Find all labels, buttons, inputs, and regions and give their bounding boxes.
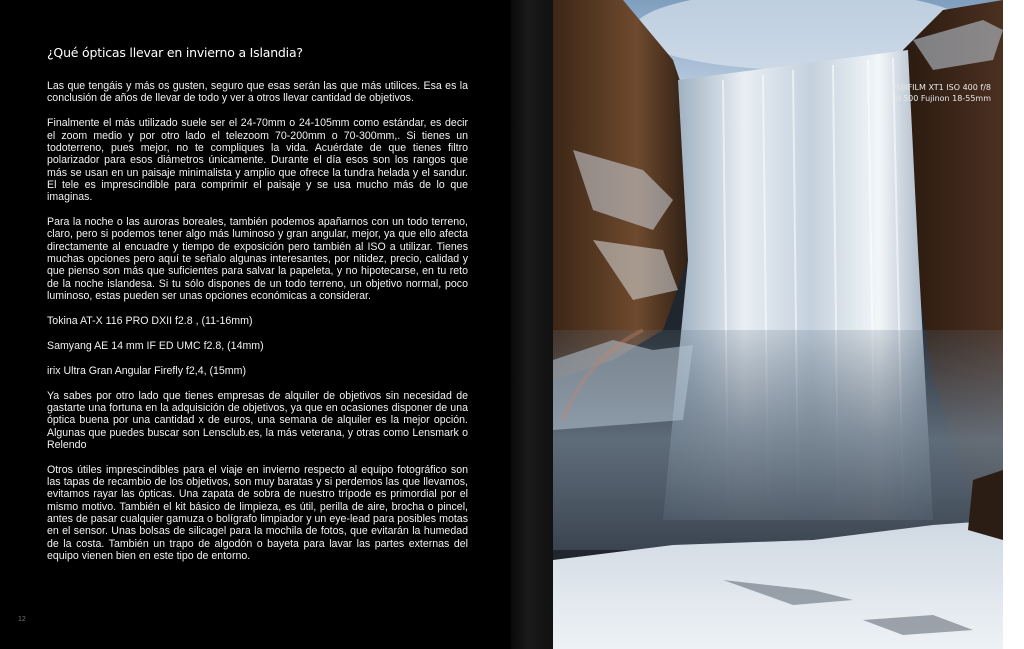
page-title: ¿Qué ópticas llevar en invierno a Islandia? xyxy=(47,45,303,60)
page-edge xyxy=(1003,0,1024,649)
article-body xyxy=(47,80,468,575)
caption-settings: vel 500 Fujinon 18-55mm xyxy=(888,94,991,103)
paragraph-intro: Las que tengáis y más os gusten, seguro que esas serán las que más utilices. Esa es la conclusión de años de llevar de todo y ver a otros llevar cantidad de objetivos. xyxy=(47,80,468,105)
waterfall-photo xyxy=(553,0,1003,649)
paragraph-rental: Ya sabes por otro lado que tienes empresas de alquiler de objetivos sin necesidad de gastarte una fortuna en la adquisición de objetivos, ya que en ocasiones disponer de una óptica buena por una cantidad x de euros, una semana de alquiler es la mejor opción. Algunas que puedes buscar son Lensclub.es, la más veterana, y otras como Lensmark o Relendo xyxy=(47,389,468,451)
paragraph-night: Para la noche o las auroras boreales, también podemos apañarnos con un todo terreno, claro, pero si podemos tener algo más luminoso y gran angular, mejor, ya que ello afecta directamente al encuadre y tiempo de exposición pero también al ISO a utilizar. Tienes muchas opciones pero aquí te señalo algunas interesantes, por nitidez, precio, calidad y que pienso son más que suficientes para salvar la papeleta, y no hipotecarse, en tu reto de la noche islandesa. Si tu sólo dispones de un todo terreno, un objetivo normal, poco luminoso, estas pueden ser unas opciones económicas a considerar. xyxy=(47,216,468,303)
photo-caption xyxy=(889,82,991,104)
paragraph-accessories: Otros útiles imprescindibles para el viaje en invierno respecto al equipo fotográfico son las tapas de recambio de los objetivos, son muy baratas y si perdemos las que llevamos, evitamos rayar las ópticas. Una zapata de sobra de nuestro trípode es primordial por el mismo motivo. También el kit básico de limpieza, es útil, perilla de aire, brocha o pincel, antes de pasar cualquier gamuza o bolígrafo limpiador y un eye-lead para posibles motas en el sensor. Unas bolsas de silicagel para la mochila de fotos, que evitarán la humedad de la costa. También un trapo de algodón o bayeta para lavar las partes externas del equipo vienen bien en este tipo de entorno. xyxy=(47,463,468,563)
page-gutter xyxy=(511,0,553,649)
page-number: 12 xyxy=(18,616,26,623)
lens-item-samyang: Samyang AE 14 mm IF ED UMC f2.8, (14mm) xyxy=(47,339,264,352)
caption-camera: FUJIFILM XT1 ISO 400 f/8 xyxy=(892,83,991,92)
lens-item-tokina: Tokina AT-X 116 PRO DXII f2.8 , (11-16mm) xyxy=(47,315,253,327)
lens-item-irix: irix Ultra Gran Angular Firefly f2,4, (15mm) xyxy=(47,364,246,377)
paragraph-zoom: Finalmente el más utilizado suele ser el 24-70mm o 24-105mm como estándar, es decir el zoom medio y por otro lado el telezoom 70-200mm o 70-300mm,. Si tienes un todoterreno, pues mejor, no te compliques la vida. Acuérdate de que tienes filtro polarizador para esos diámetros únicamente. Durante el día esos son los rangos que más se usan en un paisaje minimalista y amplio que ofrece la tundra helada y el sandur. El tele es imprescindible para comprimir el paisaje y se usa mucho más de lo que imaginas. xyxy=(47,117,468,204)
left-page xyxy=(0,0,511,649)
